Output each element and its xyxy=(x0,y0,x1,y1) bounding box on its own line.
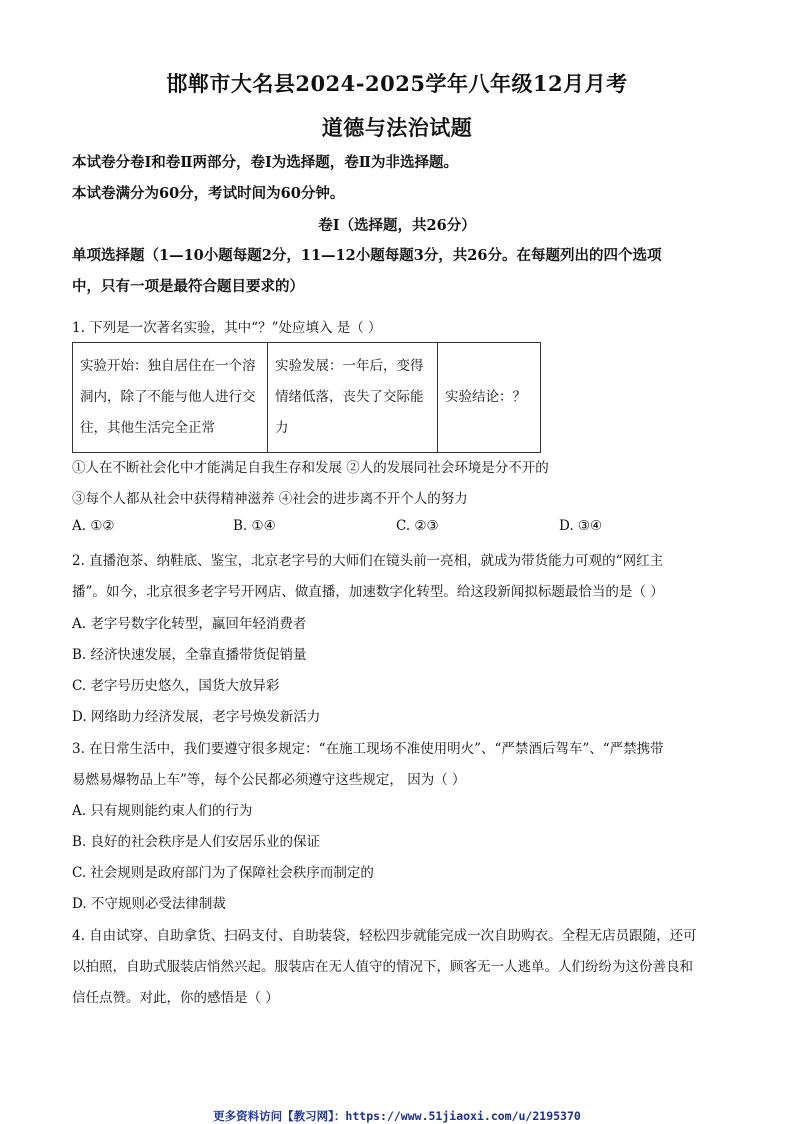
instruction-line: 本试卷分卷Ⅰ和卷Ⅱ两部分，卷Ⅰ为选择题，卷Ⅱ为非选择题。 xyxy=(72,154,459,171)
option-a: A. 只有规则能约束人们的行为 xyxy=(72,803,253,819)
section-intro: 中，只有一项是最符合题目要求的） xyxy=(72,278,304,295)
table-cell-start xyxy=(73,343,268,453)
option-a: A. 老字号数字化转型，赢回年轻消费者 xyxy=(72,616,307,632)
cell-line: 实验开始：独自居住在一个溶 xyxy=(80,358,256,374)
section-intro: 单项选择题（1—10小题每题2分，11—12小题每题3分，共26分。在每题列出的四个选项 xyxy=(72,247,662,264)
question-4-stem: 信任点赞。对此，你的感悟是（ ） xyxy=(72,990,279,1006)
option-d: D. 不守规则必受法律制裁 xyxy=(72,896,226,912)
cell-line: 力 xyxy=(275,420,289,436)
option-b: B. ①④ xyxy=(233,518,276,534)
option-c: C. ②③ xyxy=(396,518,439,534)
cell-line: 洞内，除了不能与他人进行交 xyxy=(80,389,256,405)
exam-title: 邯郸市大名县2024-2025学年八年级12月月考 xyxy=(166,71,628,96)
cell-line: 情绪低落，丧失了交际能 xyxy=(275,389,424,405)
question-2-stem: 播”。如今，北京很多老字号开网店、做直播，加速数字化转型。给这段新闻拟标题最恰当的是（ ） xyxy=(72,584,664,600)
statement-line: ①人在不断社会化中才能满足自我生存和发展 ②人的发展同社会环境是分不开的 xyxy=(72,460,549,476)
question-3-stem: 易燃易爆物品上车”等，每个公民都必须遵守这些规定， 因为（ ） xyxy=(72,772,466,788)
question-1-stem: 1. 下列是一次著名实验，其中“？”处应填入 是（ ） xyxy=(72,320,382,336)
table-cell-conclusion xyxy=(438,343,541,453)
question-4-stem: 以拍照，自助式服装店悄然兴起。服装店在无人值守的情况下，顾客无一人逃单。人们纷纷为这份善良和 xyxy=(72,959,693,975)
option-b: B. 良好的社会秩序是人们安居乐业的保证 xyxy=(72,834,321,850)
cell-line: 实验结论：？ xyxy=(445,389,526,405)
instruction-line: 本试卷满分为60分，考试时间为60分钟。 xyxy=(72,185,345,202)
cell-line: 往，其他生活完全正常 xyxy=(80,420,215,436)
option-a: A. ①② xyxy=(72,518,115,534)
cell-line: 实验发展：一年后，变得 xyxy=(275,358,424,374)
exam-subtitle: 道德与法治试题 xyxy=(321,115,473,140)
statement-line: ③每个人都从社会中获得精神滋养 ④社会的进步离不开个人的努力 xyxy=(72,491,468,507)
option-b: B. 经济快速发展，全靠直播带货促销量 xyxy=(72,647,307,663)
section-heading: 卷Ⅰ（选择题，共26分） xyxy=(318,217,476,234)
question-2-stem: 2. 直播泡茶、纳鞋底、鉴宝，北京老字号的大师们在镜头前一亮相，就成为带货能力可观的“网红主 xyxy=(72,553,664,569)
footer-link[interactable]: 更多资料访问【教习网】：https://www.51jiaoxi.com/u/2195370 xyxy=(213,1109,581,1123)
option-d: D. ③④ xyxy=(559,518,603,534)
question-3-stem: 3. 在日常生活中，我们要遵守很多规定：“在施工现场不准使用明火”、“严禁酒后驾车”、“严禁携带 xyxy=(72,741,664,757)
option-d: D. 网络助力经济发展，老字号焕发新活力 xyxy=(72,709,321,725)
table-cell-development xyxy=(268,343,438,453)
experiment-table xyxy=(72,342,541,453)
question-4-stem: 4. 自由试穿、自助拿货、扫码支付、自助装袋，轻松四步就能完成一次自助购衣。全程无店员跟随，还可 xyxy=(72,928,697,944)
option-c: C. 老字号历史悠久，国货大放异彩 xyxy=(72,678,280,694)
option-c: C. 社会规则是政府部门为了保障社会秩序而制定的 xyxy=(72,865,374,881)
